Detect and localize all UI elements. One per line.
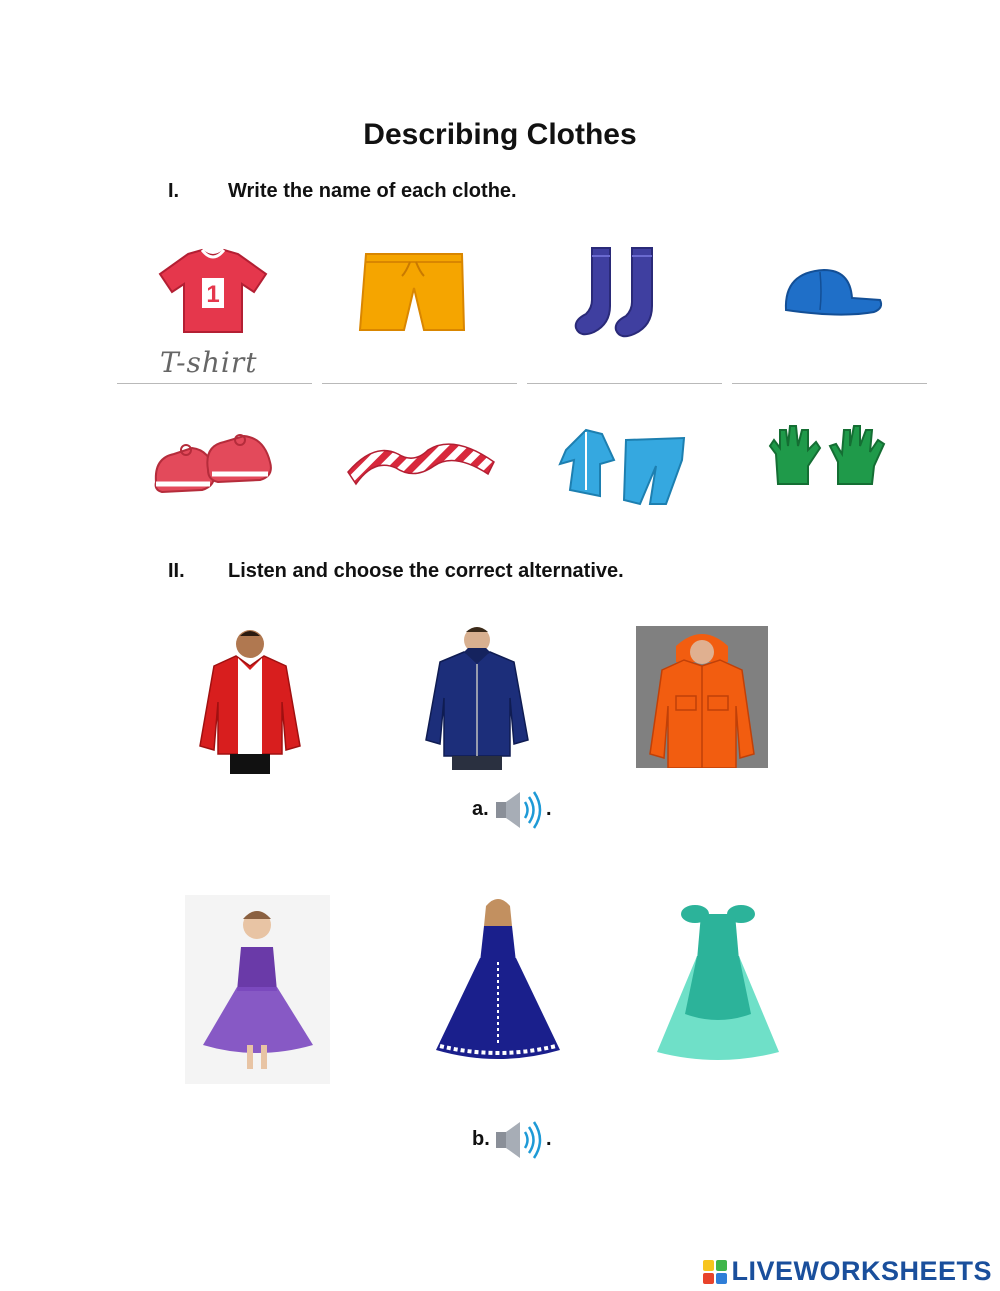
svg-text:1: 1 bbox=[206, 281, 220, 308]
tshirt-icon bbox=[158, 248, 268, 336]
speaker-icon[interactable] bbox=[494, 788, 544, 832]
answer-line-3 bbox=[527, 383, 722, 384]
answer-line-4 bbox=[732, 383, 927, 384]
section-1-number: I. bbox=[168, 180, 180, 202]
sneakers-icon bbox=[152, 428, 282, 498]
section-2-instruction: Listen and choose the correct alternative. bbox=[228, 560, 624, 582]
orange-jacket-photo bbox=[636, 626, 768, 768]
answer-field-4[interactable] bbox=[732, 349, 927, 383]
tracksuit-icon bbox=[556, 420, 690, 508]
section-2-number: II. bbox=[168, 560, 185, 582]
logo-mark-icon bbox=[703, 1260, 727, 1284]
blue-gown-photo bbox=[434, 896, 562, 1062]
question-b-letter: b. bbox=[472, 1128, 490, 1150]
answer-field-1[interactable] bbox=[117, 349, 312, 383]
speaker-icon[interactable] bbox=[494, 1118, 544, 1162]
answer-line-1 bbox=[117, 383, 312, 384]
scarf-icon bbox=[344, 432, 498, 492]
example-answer: T-shirt bbox=[160, 346, 258, 379]
liveworksheets-logo bbox=[703, 1256, 992, 1287]
answer-field-2[interactable] bbox=[322, 349, 517, 383]
cap-icon bbox=[780, 266, 884, 324]
question-a-letter: a. bbox=[472, 798, 489, 820]
page-title: Describing Clothes bbox=[363, 118, 637, 151]
shorts-icon bbox=[358, 250, 468, 334]
purple-dress-photo bbox=[185, 895, 330, 1084]
question-b-end: . bbox=[546, 1128, 552, 1150]
question-a-end: . bbox=[546, 798, 552, 820]
green-gown-photo bbox=[655, 904, 781, 1064]
answer-line-2 bbox=[322, 383, 517, 384]
red-jacket-photo bbox=[190, 626, 310, 774]
section-1-instruction: Write the name of each clothe. bbox=[228, 180, 517, 202]
socks-icon bbox=[572, 244, 664, 340]
blue-jacket-photo bbox=[420, 624, 534, 770]
gloves-icon bbox=[768, 422, 886, 488]
answer-field-3[interactable] bbox=[527, 349, 722, 383]
logo-text: LIVEWORKSHEETS bbox=[731, 1256, 992, 1286]
